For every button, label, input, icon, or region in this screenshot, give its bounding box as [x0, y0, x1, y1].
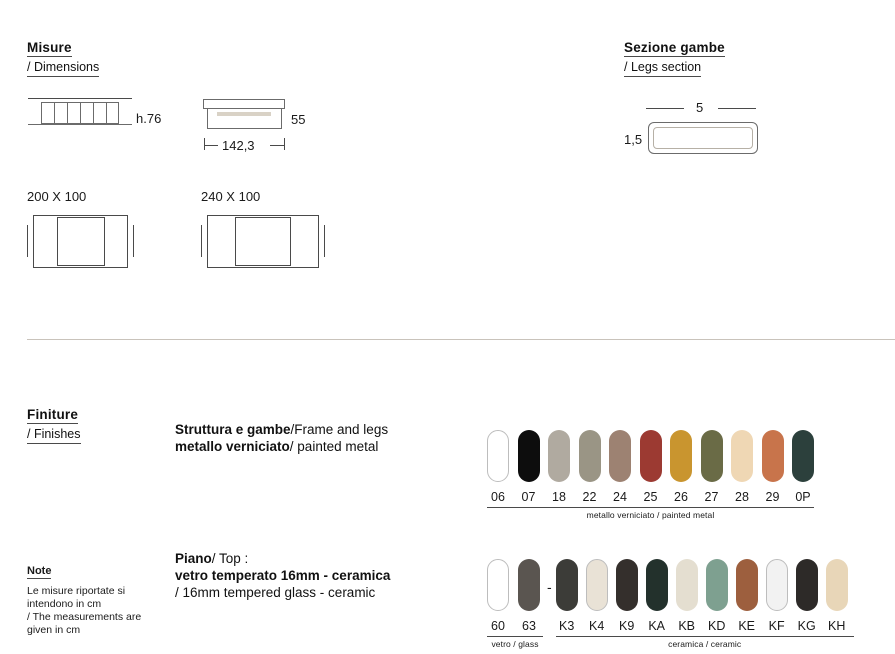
glass-swatch-63[interactable] [518, 559, 540, 633]
depth-label: 55 [291, 112, 306, 127]
legs-title: Sezione gambe [624, 40, 725, 55]
leg-width-dim-line-left [646, 108, 684, 109]
metal-swatch-28[interactable] [731, 430, 753, 504]
metal-swatch-18[interactable] [548, 430, 570, 504]
ceramic-swatch-code: KD [707, 619, 726, 633]
plan-a-drawing [27, 215, 134, 268]
measures-subtitle: / Dimensions [27, 60, 99, 77]
ceramic-swatch-code: K3 [559, 619, 575, 633]
ceramic-swatch-code: KE [738, 619, 756, 633]
note-body-it: Le misure riportate si intendono in cm [27, 585, 126, 610]
metal-swatch-06[interactable] [487, 430, 509, 504]
ceramic-swatch-group [556, 559, 854, 649]
metal-swatch-0p[interactable] [792, 430, 814, 504]
top-swatch-groups [487, 559, 854, 649]
metal-swatch-chip[interactable] [579, 430, 601, 482]
front-section-drawing [203, 99, 285, 131]
ceramic-swatch-kh[interactable] [826, 559, 848, 633]
legs-heading [624, 39, 725, 77]
note-body-en: / The measurements are given in cm [27, 611, 142, 636]
metal-swatch-27[interactable] [701, 430, 723, 504]
glass-swatch-code: 63 [522, 619, 536, 633]
metal-swatch-chip[interactable] [701, 430, 723, 482]
ceramic-swatch-row [556, 559, 854, 633]
ceramic-swatch-ke[interactable] [736, 559, 758, 633]
ceramic-swatch-code: KG [797, 619, 816, 633]
ceramic-swatch-chip[interactable] [706, 559, 728, 611]
ceramic-swatch-chip[interactable] [556, 559, 578, 611]
metal-swatch-row [487, 430, 814, 504]
ceramic-swatch-code: K4 [589, 619, 605, 633]
metal-swatch-code: 07 [521, 490, 536, 504]
metal-swatch-chip[interactable] [518, 430, 540, 482]
metal-swatch-chip[interactable] [670, 430, 692, 482]
metal-swatch-22[interactable] [579, 430, 601, 504]
metal-swatch-code: 27 [704, 490, 719, 504]
metal-swatch-chip[interactable] [609, 430, 631, 482]
metal-swatch-code: 24 [613, 490, 627, 504]
ceramic-swatch-chip[interactable] [676, 559, 698, 611]
ceramic-swatch-chip[interactable] [736, 559, 758, 611]
leg-width-label: 5 [696, 100, 704, 115]
frame-label-en: /Frame and legs [290, 422, 389, 437]
glass-swatch-code: 60 [491, 619, 505, 633]
ceramic-swatch-kf[interactable] [766, 559, 788, 633]
metal-swatch-chip[interactable] [548, 430, 570, 482]
metal-swatch-29[interactable] [762, 430, 784, 504]
ceramic-swatch-chip[interactable] [766, 559, 788, 611]
metal-swatch-chip[interactable] [762, 430, 784, 482]
metal-swatch-07[interactable] [518, 430, 540, 504]
note-block [27, 561, 147, 637]
note-title: Note [27, 565, 52, 577]
finishes-title: Finiture [27, 407, 79, 422]
frame-finish-text [175, 421, 388, 455]
ceramic-swatch-code: K9 [619, 619, 635, 633]
metal-swatch-chip[interactable] [640, 430, 662, 482]
metal-swatch-code: 29 [765, 490, 780, 504]
measures-heading [27, 39, 99, 77]
ceramic-swatch-code: KH [827, 619, 846, 633]
frame-label-it: Struttura e gambe [175, 422, 291, 437]
ceramic-group-caption: ceramica / ceramic [668, 639, 742, 649]
ceramic-swatch-kb[interactable] [676, 559, 698, 633]
metal-swatch-chip[interactable] [792, 430, 814, 482]
leg-height-label: 1,5 [624, 132, 643, 147]
length-label: 142,3 [222, 138, 255, 153]
glass-swatch-60[interactable] [487, 559, 509, 633]
ceramic-swatch-chip[interactable] [616, 559, 638, 611]
ceramic-swatch-kg[interactable] [796, 559, 818, 633]
length-dim-line-left [204, 145, 218, 146]
metal-group-line [487, 507, 814, 508]
metal-swatch-chip[interactable] [731, 430, 753, 482]
top-finish-text [175, 550, 390, 601]
legs-subtitle: / Legs section [624, 60, 701, 77]
metal-swatch-25[interactable] [640, 430, 662, 504]
glass-swatch-group [487, 559, 543, 649]
ceramic-swatch-k3[interactable] [556, 559, 578, 633]
plan-b-label: 240 X 100 [201, 189, 261, 204]
side-elevation-drawing [28, 98, 132, 134]
metal-swatch-26[interactable] [670, 430, 692, 504]
top-material-en: / 16mm tempered glass - ceramic [175, 585, 376, 600]
height-label: h.76 [136, 111, 162, 126]
ceramic-swatch-chip[interactable] [826, 559, 848, 611]
metal-swatch-chip[interactable] [487, 430, 509, 482]
swatch-separator: - [547, 579, 552, 595]
plan-a-label: 200 X 100 [27, 189, 87, 204]
metal-swatch-group [487, 430, 814, 520]
length-dim-tick-right [284, 138, 285, 150]
ceramic-swatch-k4[interactable] [586, 559, 608, 633]
ceramic-swatch-code: KF [768, 619, 785, 633]
top-material-it: vetro temperato 16mm - ceramica [175, 568, 391, 583]
ceramic-group-line [556, 636, 854, 637]
glass-group-line [487, 636, 543, 637]
leg-section-drawing [648, 122, 758, 154]
ceramic-swatch-code: KA [648, 619, 666, 633]
measures-title: Misure [27, 40, 72, 55]
ceramic-swatch-code: KB [678, 619, 696, 633]
ceramic-swatch-k9[interactable] [616, 559, 638, 633]
length-dim-tick-left [204, 138, 205, 150]
metal-swatch-code: 26 [674, 490, 688, 504]
metal-swatch-24[interactable] [609, 430, 631, 504]
metal-swatch-code: 22 [582, 490, 597, 504]
ceramic-swatch-ka[interactable] [646, 559, 668, 633]
glass-swatch-row [487, 559, 543, 633]
glass-swatch-chip[interactable] [518, 559, 540, 611]
glass-group-caption: vetro / glass [491, 639, 539, 649]
ceramic-swatch-chip[interactable] [796, 559, 818, 611]
metal-swatch-code: 18 [552, 490, 566, 504]
ceramic-swatch-kd[interactable] [706, 559, 728, 633]
ceramic-swatch-chip[interactable] [586, 559, 608, 611]
finishes-subtitle: / Finishes [27, 427, 81, 444]
ceramic-swatch-chip[interactable] [646, 559, 668, 611]
finishes-heading [27, 406, 81, 444]
frame-material-it: metallo verniciato [175, 439, 290, 454]
metal-swatch-code: 06 [491, 490, 505, 504]
top-label-en: / Top : [211, 551, 249, 566]
metal-swatch-code: 28 [735, 490, 749, 504]
metal-group-caption: metallo verniciato / painted metal [586, 510, 715, 520]
length-dim-line-right [270, 145, 284, 146]
plan-b-drawing [201, 215, 325, 268]
section-divider [27, 339, 895, 340]
metal-swatch-code: 25 [643, 490, 658, 504]
glass-swatch-chip[interactable] [487, 559, 509, 611]
top-label-it: Piano [175, 551, 212, 566]
leg-width-dim-line-right [718, 108, 756, 109]
frame-material-en: / painted metal [289, 439, 379, 454]
metal-swatch-code: 0P [795, 490, 811, 504]
